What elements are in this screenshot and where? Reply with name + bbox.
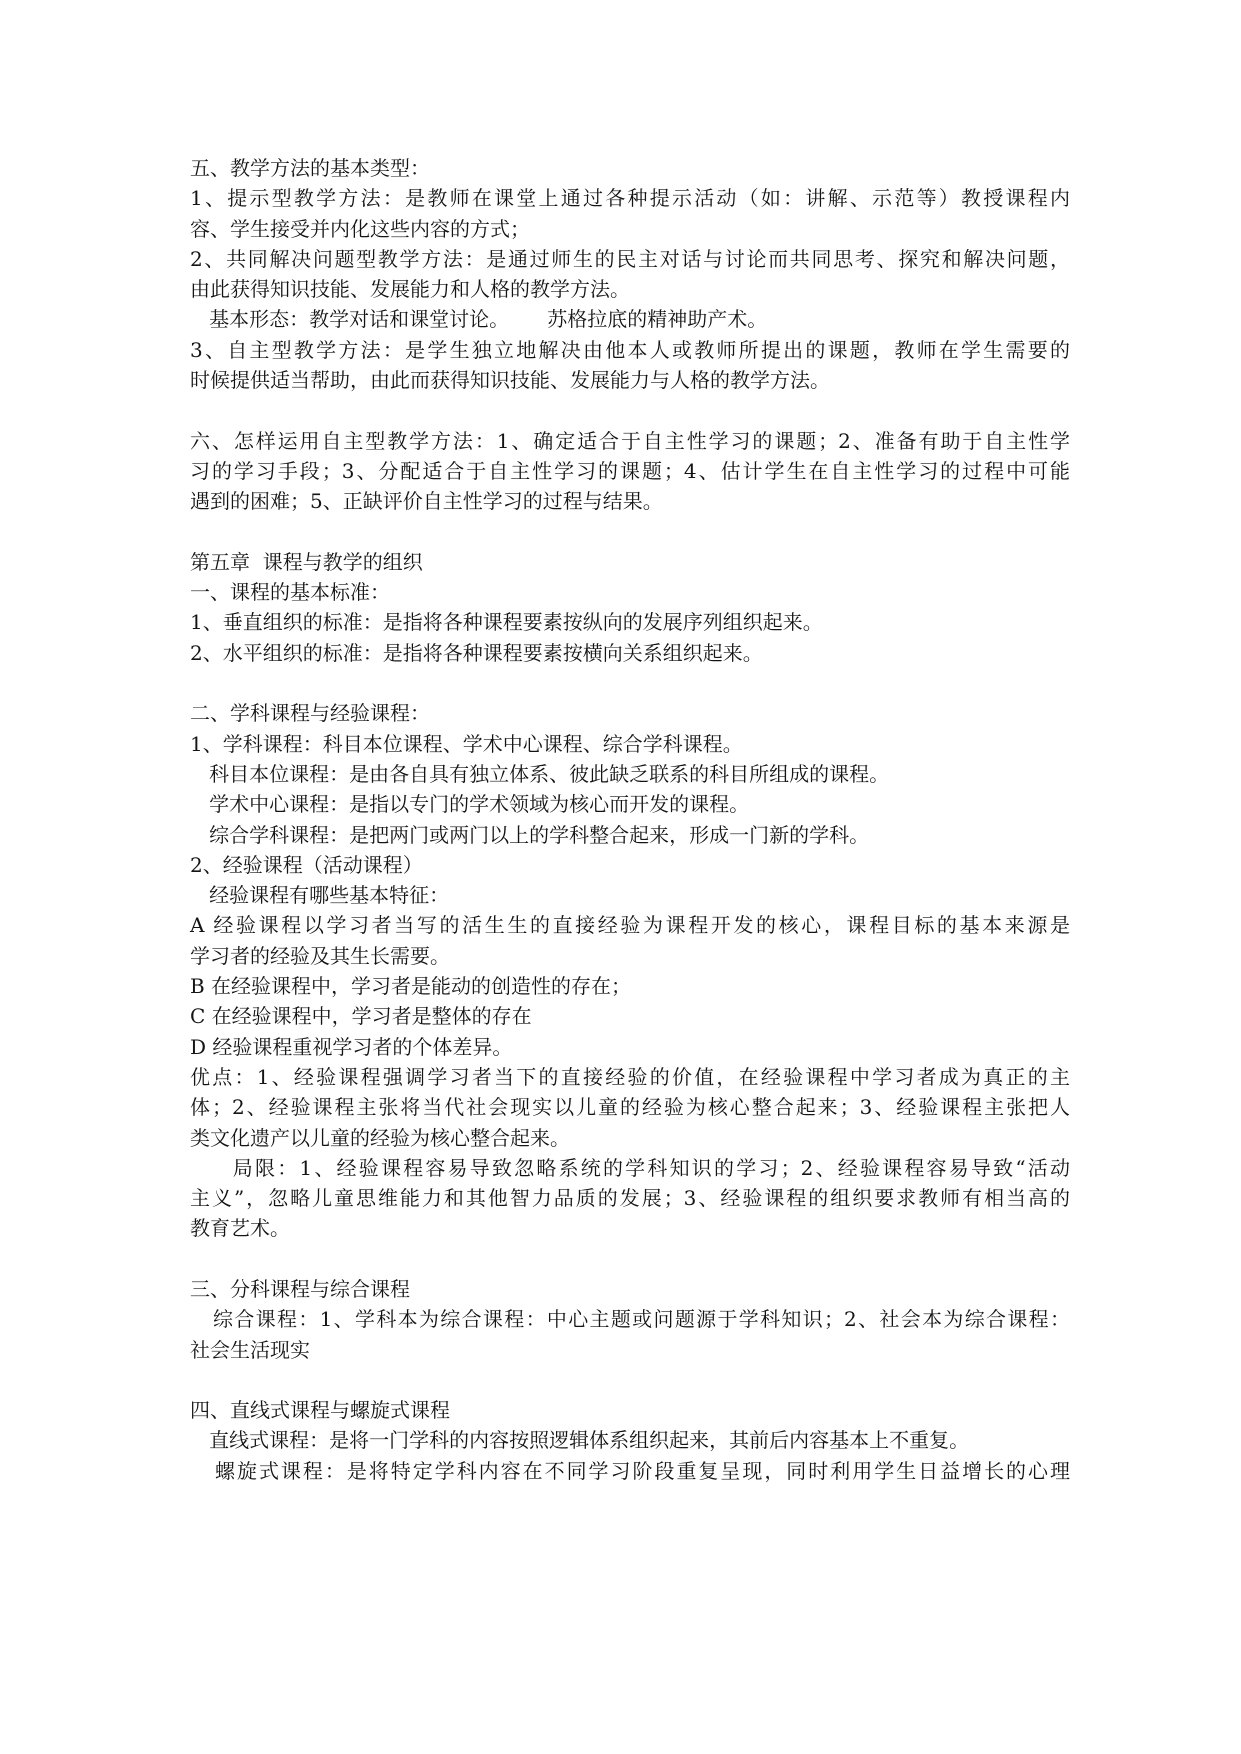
text-line: 类文化遗产以儿童的经验为核心整合起来。 xyxy=(190,1125,570,1150)
text-line: 遇到的困难；5、正缺评价自主性学习的过程与结果。 xyxy=(190,489,663,514)
text-line: 经验课程有哪些基本特征： xyxy=(190,883,450,908)
section-heading-teaching-methods: 五、教学方法的基本类型： xyxy=(190,156,430,180)
document-body xyxy=(190,153,1070,1486)
text-line: 优点：1、经验课程强调学习者当下的直接经验的价值，在经验课程中学习者成为真正的主 xyxy=(190,1064,1070,1089)
text-line: A 经验课程以学习者当写的活生生的直接经验为课程开发的核心，课程目标的基本来源是 xyxy=(190,913,1070,938)
text-line: 2、共同解决问题型教学方法：是通过师生的民主对话与讨论而共同思考、探究和解决问题， xyxy=(190,246,1070,271)
text-line: 主义”，忽略儿童思维能力和其他智力品质的发展；3、经验课程的组织要求教师有相当高的 xyxy=(190,1186,1070,1211)
text-line: 学术中心课程：是指以专门的学术领域为核心而开发的课程。 xyxy=(190,792,750,817)
chapter-heading: 第五章 课程与教学的组织 xyxy=(190,549,423,574)
text-line: 2、经验课程（活动课程） xyxy=(190,852,423,877)
section-heading-subject-experience: 二、学科课程与经验课程： xyxy=(190,701,430,726)
text-line: 学习者的经验及其生长需要。 xyxy=(190,943,450,968)
text-line: 1、学科课程：科目本位课程、学术中心课程、综合学科课程。 xyxy=(190,731,743,756)
section-heading-linear-spiral: 四、直线式课程与螺旋式课程 xyxy=(190,1398,450,1423)
section-heading-self-directed: 六、怎样运用自主型教学方法：1、确定适合于自主性学习的课题；2、准备有助于自主性学 xyxy=(190,428,1070,453)
text-line: 容、学生接受并内化这些内容的方式； xyxy=(190,216,530,241)
text-line: 综合课程：1、学科本为综合课程：中心主题或问题源于学科知识；2、社会本为综合课程： xyxy=(190,1307,1070,1332)
section-heading-separate-integrated: 三、分科课程与综合课程 xyxy=(190,1276,410,1301)
text-line: 基本形态：教学对话和课堂讨论。 苏格拉底的精神助产术。 xyxy=(190,307,768,332)
blank-line xyxy=(190,395,1070,425)
text-line: 1、垂直组织的标准：是指将各种课程要素按纵向的发展序列组织起来。 xyxy=(190,610,823,635)
blank-line xyxy=(190,1244,1070,1274)
text-line: 教育艺术。 xyxy=(190,1216,290,1241)
text-line: 螺旋式课程：是将特定学科内容在不同学习阶段重复呈现，同时利用学生日益增长的心理 xyxy=(190,1458,1070,1483)
text-line: C 在经验课程中，学习者是整体的存在 xyxy=(190,1004,532,1029)
text-line: 2、水平组织的标准：是指将各种课程要素按横向关系组织起来。 xyxy=(190,640,763,665)
text-line: 局限：1、经验课程容易导致忽略系统的学科知识的学习；2、经验课程容易导致“活动 xyxy=(190,1155,1070,1180)
text-line: 1、提示型教学方法：是教师在课堂上通过各种提示活动（如：讲解、示范等）教授课程内 xyxy=(190,186,1070,211)
text-line: D 经验课程重视学习者的个体差异。 xyxy=(190,1034,513,1059)
text-line: 社会生活现实 xyxy=(190,1337,310,1362)
blank-line xyxy=(190,517,1070,547)
text-line: 综合学科课程：是把两门或两门以上的学科整合起来，形成一门新的学科。 xyxy=(190,822,870,847)
blank-line xyxy=(190,668,1070,698)
blank-line xyxy=(190,1365,1070,1395)
text-line: 体；2、经验课程主张将当代社会现实以儿童的经验为核心整合起来；3、经验课程主张把人 xyxy=(190,1095,1070,1120)
text-line: 时候提供适当帮助，由此而获得知识技能、发展能力与人格的教学方法。 xyxy=(190,368,830,393)
text-line: 3、自主型教学方法：是学生独立地解决由他本人或教师所提出的课题，教师在学生需要的 xyxy=(190,337,1070,362)
text-line: B 在经验课程中，学习者是能动的创造性的存在； xyxy=(190,974,632,999)
text-line: 习的学习手段；3、分配适合于自主性学习的课题；4、估计学生在自主性学习的过程中可能 xyxy=(190,458,1070,483)
text-line: 科目本位课程：是由各自具有独立体系、彼此缺乏联系的科目所组成的课程。 xyxy=(190,761,890,786)
text-line: 由此获得知识技能、发展能力和人格的教学方法。 xyxy=(190,277,630,302)
section-heading-curriculum-standards: 一、课程的基本标准： xyxy=(190,580,390,605)
text-line: 直线式课程：是将一门学科的内容按照逻辑体系组织起来，其前后内容基本上不重复。 xyxy=(190,1428,970,1453)
